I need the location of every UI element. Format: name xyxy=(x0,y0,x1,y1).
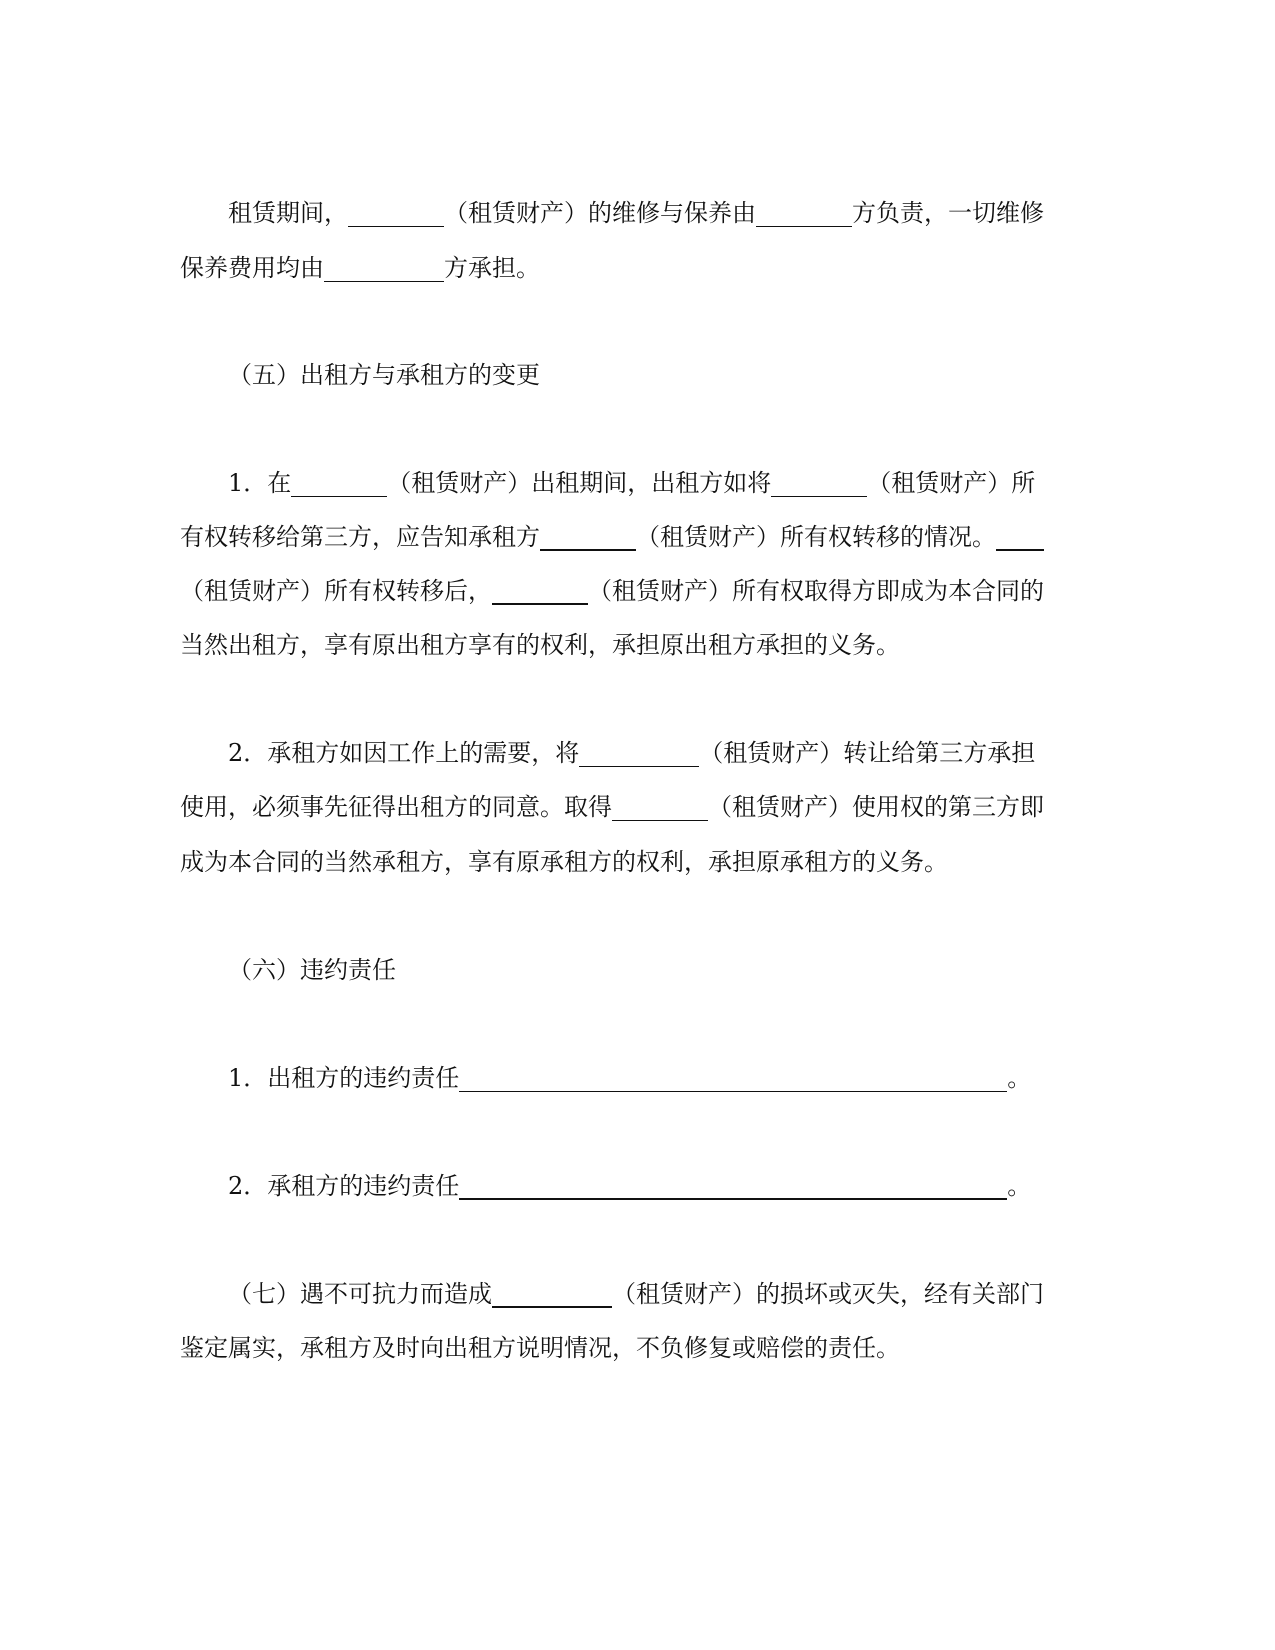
section-heading-6: （六）违约责任 xyxy=(228,956,396,984)
fill-in-blank[interactable] xyxy=(459,1067,1007,1092)
text-segment: 2．承租方如因工作上的需要，将 xyxy=(228,739,580,767)
text-segment: （租赁财产）出租期间，出租方如将 xyxy=(387,469,772,497)
fill-in-blank[interactable] xyxy=(612,796,708,821)
fill-in-blank[interactable] xyxy=(492,1282,612,1308)
paragraph-maintenance-line-2 xyxy=(180,252,540,284)
section-5-item-2-line-2 xyxy=(180,791,1044,823)
fill-in-blank[interactable] xyxy=(756,202,852,227)
fill-in-blank[interactable] xyxy=(579,742,699,767)
fill-in-blank[interactable] xyxy=(459,1174,1007,1200)
section-5-item-1-line-3 xyxy=(180,575,1044,607)
fill-in-blank[interactable] xyxy=(291,472,387,497)
text-segment: 。 xyxy=(1007,1064,1032,1092)
text-segment: （租赁财产）所有权取得方即成为本合同的 xyxy=(588,577,1044,605)
section-5-item-1-line-4: 当然出租方，享有原出租方享有的权利，承担原出租方承担的义务。 xyxy=(180,631,900,659)
text-segment: 方承担。 xyxy=(444,254,540,282)
text-segment: （租赁财产）的损坏或灭失，经有关部门 xyxy=(612,1280,1044,1308)
section-5-item-1-line-2 xyxy=(180,521,1044,553)
section-5-item-2-line-1 xyxy=(228,737,1035,769)
text-segment: （七）遇不可抗力而造成 xyxy=(228,1280,492,1308)
section-6-item-1 xyxy=(228,1062,1031,1094)
text-segment: 有权转移给第三方，应告知承租方 xyxy=(180,523,540,551)
fill-in-blank[interactable] xyxy=(996,525,1044,551)
text-segment: （租赁财产）所有权转移的情况。 xyxy=(636,523,996,551)
fill-in-blank[interactable] xyxy=(492,579,588,605)
text-segment: 租赁期间， xyxy=(228,199,348,227)
section-5-item-1-line-1 xyxy=(228,467,1035,499)
text-segment: （租赁财产）使用权的第三方即 xyxy=(708,793,1044,821)
text-segment: 1．出租方的违约责任 xyxy=(228,1064,460,1092)
text-segment: 方负责，一切维修 xyxy=(852,199,1044,227)
fill-in-blank[interactable] xyxy=(771,472,867,497)
text-segment: 。 xyxy=(1007,1172,1032,1200)
text-segment: （租赁财产）所有权转移后， xyxy=(180,577,492,605)
text-segment: （租赁财产）所 xyxy=(867,469,1036,497)
fill-in-blank[interactable] xyxy=(348,202,444,227)
text-segment: 1．在 xyxy=(228,469,292,497)
section-6-item-2 xyxy=(228,1170,1031,1202)
fill-in-blank[interactable] xyxy=(324,257,444,282)
text-segment: 2．承租方的违约责任 xyxy=(228,1172,460,1200)
section-7-line-2: 鉴定属实，承租方及时向出租方说明情况，不负修复或赔偿的责任。 xyxy=(180,1334,900,1362)
text-segment: 使用，必须事先征得出租方的同意。取得 xyxy=(180,793,612,821)
section-5-item-2-line-3: 成为本合同的当然承租方，享有原承租方的权利，承担原承租方的义务。 xyxy=(180,848,948,876)
section-heading-5: （五）出租方与承租方的变更 xyxy=(228,361,540,389)
fill-in-blank[interactable] xyxy=(540,525,636,551)
text-segment: （租赁财产）的维修与保养由 xyxy=(444,199,756,227)
section-7-line-1 xyxy=(228,1278,1044,1310)
text-segment: 保养费用均由 xyxy=(180,254,324,282)
paragraph-maintenance-line-1 xyxy=(228,197,1044,229)
text-segment: （租赁财产）转让给第三方承担 xyxy=(699,739,1036,767)
